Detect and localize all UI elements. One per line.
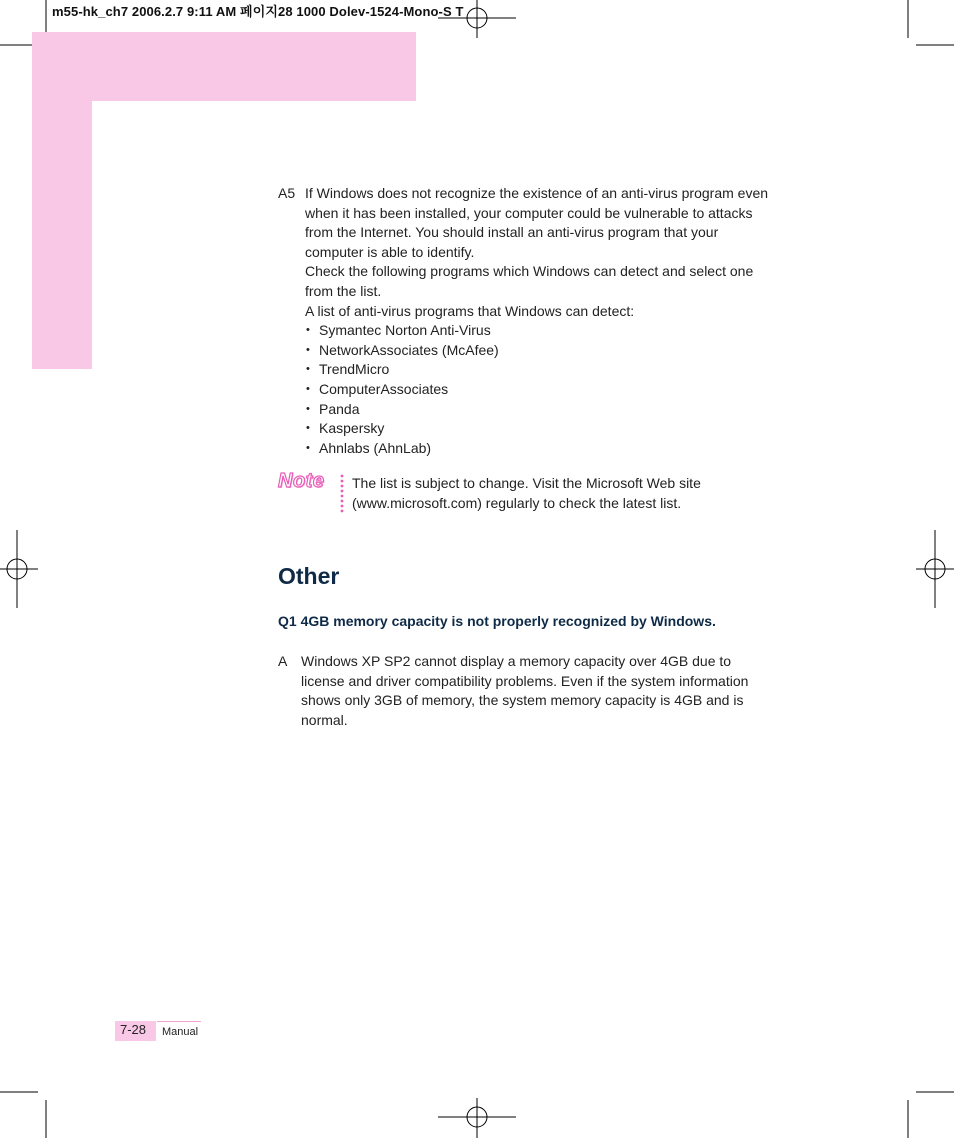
print-slug: m55-hk_ch7 2006.2.7 9:11 AM 페이지28 1000 Dolev-1524-Mono-S T [52, 4, 464, 19]
answer-label: A [278, 653, 288, 669]
question-heading: Q1 4GB memory capacity is not properly recognized by Windows. [278, 613, 716, 629]
note-line: (www.microsoft.com) regularly to check the latest list. [352, 494, 682, 511]
decorative-pink-band [32, 32, 416, 101]
note-line: The list is subject to change. Visit the Microsoft Web site [352, 475, 701, 491]
list-item: • ComputerAssociates [305, 380, 780, 400]
footer-rule [157, 1021, 201, 1022]
note-text [352, 474, 772, 513]
list-item: • Symantec Norton Anti-Virus [305, 321, 780, 341]
list-intro: A list of anti-virus programs that Windows can detect: [305, 302, 635, 319]
section-title: Other [278, 563, 340, 589]
antivirus-list [305, 321, 780, 458]
footer-label: Manual [162, 1026, 199, 1038]
note-dotted-rule [340, 474, 344, 514]
note-badge: Note [278, 470, 325, 492]
answer-label: A5 [278, 185, 296, 201]
answer-body [305, 184, 780, 458]
list-item: • TrendMicro [305, 360, 780, 380]
answer-paragraph: If Windows does not recognize the existence of an anti-virus program even when it has been installed, your computer could be vulnerable to attacks from the Internet. You should install an anti-virus program that your computer is able to identify. [305, 185, 769, 260]
list-item: • Panda [305, 400, 780, 420]
decorative-pink-sidebar [32, 101, 92, 369]
answer-paragraph: Windows XP SP2 cannot display a memory capacity over 4GB due to license and driver compatibility problems. Even if the system information shows only 3GB of memory, the system memory capacity is 4GB and is normal. [301, 653, 749, 728]
answer-paragraph: Check the following programs which Windows can detect and select one from the list. [305, 263, 754, 299]
list-item: • NetworkAssociates (McAfee) [305, 341, 780, 361]
list-item: • Kaspersky [305, 419, 780, 439]
list-item: • Ahnlabs (AhnLab) [305, 439, 780, 459]
answer-body [301, 652, 771, 730]
page-number: 7-28 [120, 1022, 147, 1037]
